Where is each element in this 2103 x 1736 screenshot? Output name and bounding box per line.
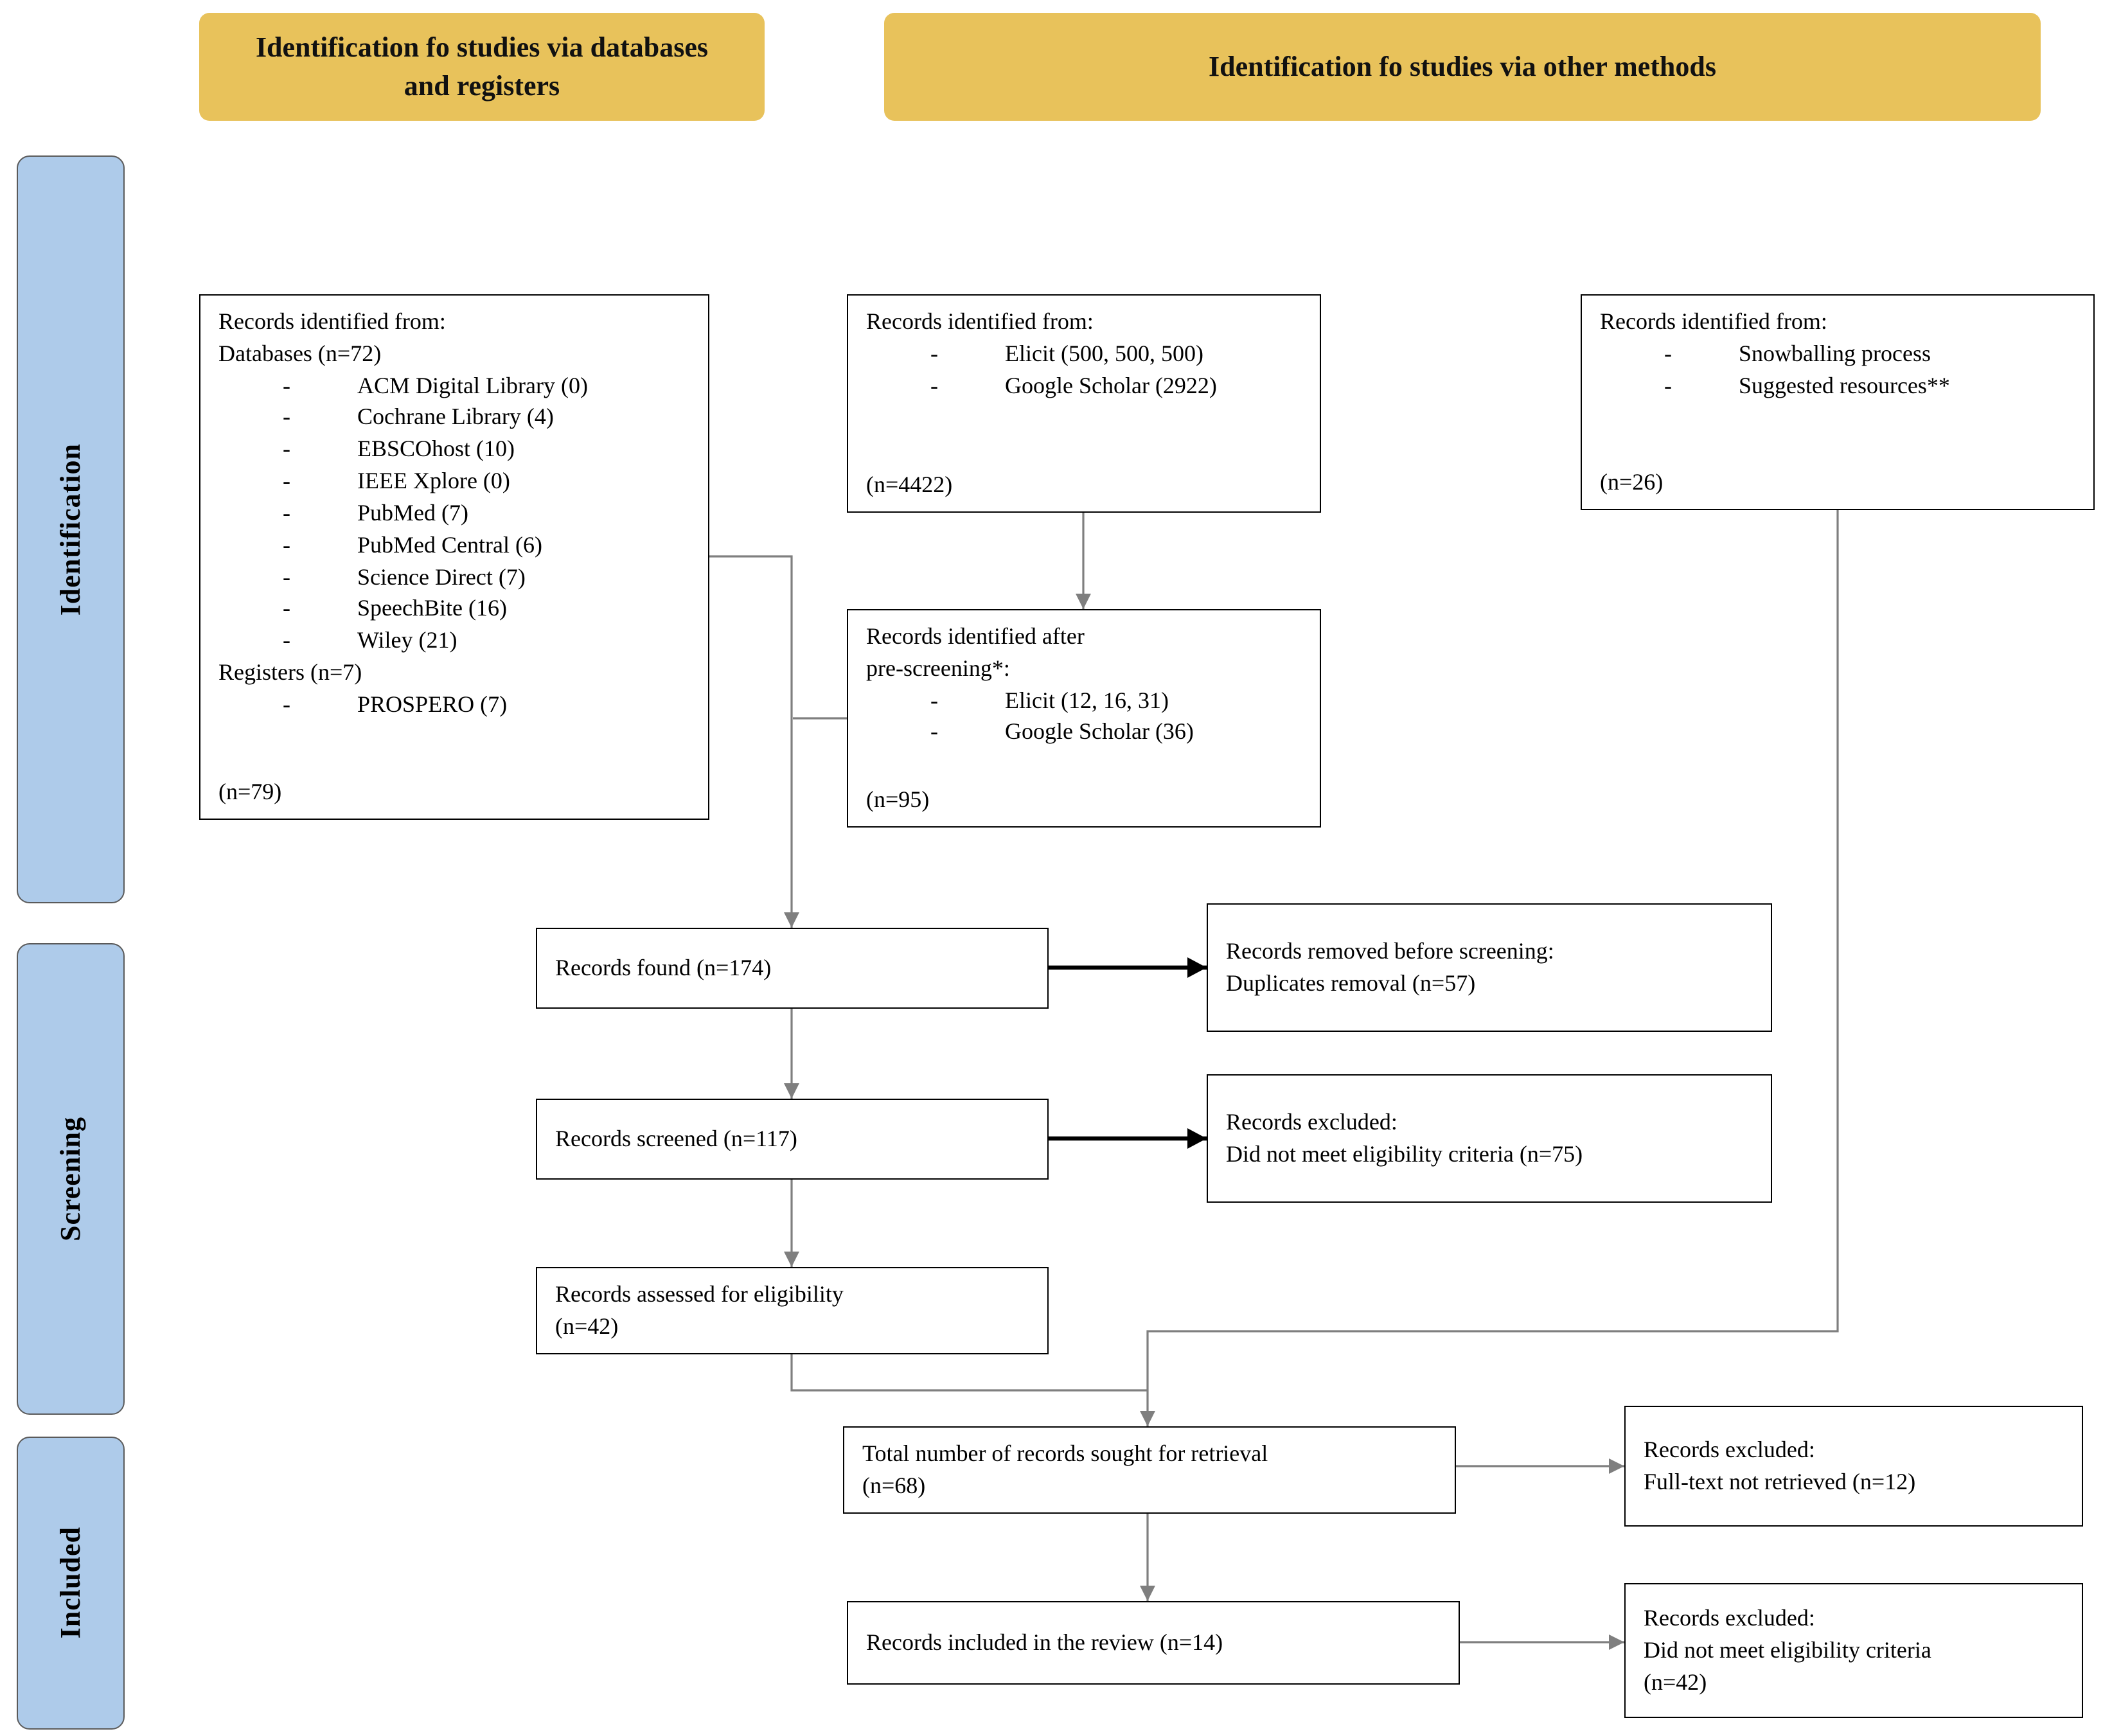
list-item: - PROSPERO (7) [218, 689, 690, 721]
box-total: (n=95) [866, 786, 930, 813]
stage-identification [17, 155, 125, 903]
list-item: - Snowballing process [1600, 338, 2075, 370]
box-label: Records screened (n=117) [555, 1126, 797, 1152]
stage-screening-label: Screening [54, 1117, 86, 1241]
box-subtitle: Databases (n=72) [218, 340, 382, 366]
box-total: (n=4422) [866, 472, 953, 498]
list-item: - Elicit (500, 500, 500) [866, 338, 1302, 370]
line-assessed-to-sought [792, 1354, 1148, 1390]
list-item: - Science Direct (7) [218, 561, 690, 593]
header-other-methods: Identification fo studies via other methods [884, 13, 2041, 121]
list-item: - Google Scholar (2922) [866, 369, 1302, 402]
box-title-line2: pre-screening*: [866, 655, 1010, 681]
list-item: - Google Scholar (36) [866, 716, 1302, 748]
box-total: (n=26) [1600, 469, 1664, 495]
stage-identification-label: Identification [54, 443, 86, 616]
list-item: - Wiley (21) [218, 625, 690, 657]
box-records-included [847, 1601, 1460, 1685]
box-title: Records identified from: [218, 308, 446, 334]
box-line1: Records removed before screening: [1226, 938, 1554, 964]
box-line2: (n=68) [862, 1473, 926, 1498]
box-line2: Did not meet eligibility criteria [1644, 1637, 1931, 1663]
box-line1: Records excluded: [1226, 1109, 1398, 1135]
box-label: Records found (n=174) [555, 955, 772, 981]
box-records-removed [1207, 903, 1772, 1032]
box-line3: (n=42) [1644, 1669, 1707, 1695]
arrow-databases-to-found [709, 556, 792, 928]
list-item: - Cochrane Library (4) [218, 402, 690, 434]
list-item: - PubMed (7) [218, 497, 690, 529]
box-records-identified-search [847, 294, 1321, 513]
box-title: Records identified from: [866, 308, 1094, 334]
box-label: Records included in the review (n=14) [866, 1629, 1223, 1656]
stage-included [17, 1437, 125, 1730]
list-item: - ACM Digital Library (0) [218, 369, 690, 402]
box-line2: Duplicates removal (n=57) [1226, 970, 1476, 996]
box-records-assessed [536, 1267, 1049, 1354]
box-records-screened [536, 1099, 1049, 1180]
box-line1: Records excluded: [1644, 1437, 1815, 1463]
box-records-prescreening [847, 609, 1321, 828]
stage-screening [17, 943, 125, 1415]
list-item: - EBSCOhost (10) [218, 434, 690, 466]
box-records-found [536, 928, 1049, 1009]
box-total: (n=79) [218, 779, 282, 805]
list-item: - Elicit (12, 16, 31) [866, 684, 1302, 716]
box-line2: (n=42) [555, 1313, 619, 1339]
box-title: Records identified from: [1600, 308, 1827, 334]
box-title: Records identified after [866, 623, 1085, 649]
header-databases-registers: Identification fo studies via databases and registers [199, 13, 765, 121]
list-item: - SpeechBite (16) [218, 593, 690, 625]
stage-included-label: Included [54, 1527, 86, 1640]
list-item: - Suggested resources** [1600, 369, 2075, 402]
list-item: - PubMed Central (6) [218, 529, 690, 562]
box-records-excluded-screening [1207, 1074, 1772, 1203]
list-item: - IEEE Xplore (0) [218, 465, 690, 497]
box-records-excluded-retrieval [1624, 1406, 2083, 1527]
box-registers-label: Registers (n=7) [218, 659, 362, 686]
box-records-sought [843, 1426, 1456, 1514]
box-line2: Did not meet eligibility criteria (n=75) [1226, 1141, 1583, 1167]
box-records-excluded-final [1624, 1583, 2083, 1718]
box-line2: Full-text not retrieved (n=12) [1644, 1469, 1916, 1494]
box-line1: Records excluded: [1644, 1605, 1815, 1631]
box-records-identified-databases [199, 294, 709, 820]
box-line1: Total number of records sought for retrieval [862, 1440, 1268, 1467]
box-records-identified-other [1581, 294, 2095, 510]
box-line1: Records assessed for eligibility [555, 1281, 844, 1307]
